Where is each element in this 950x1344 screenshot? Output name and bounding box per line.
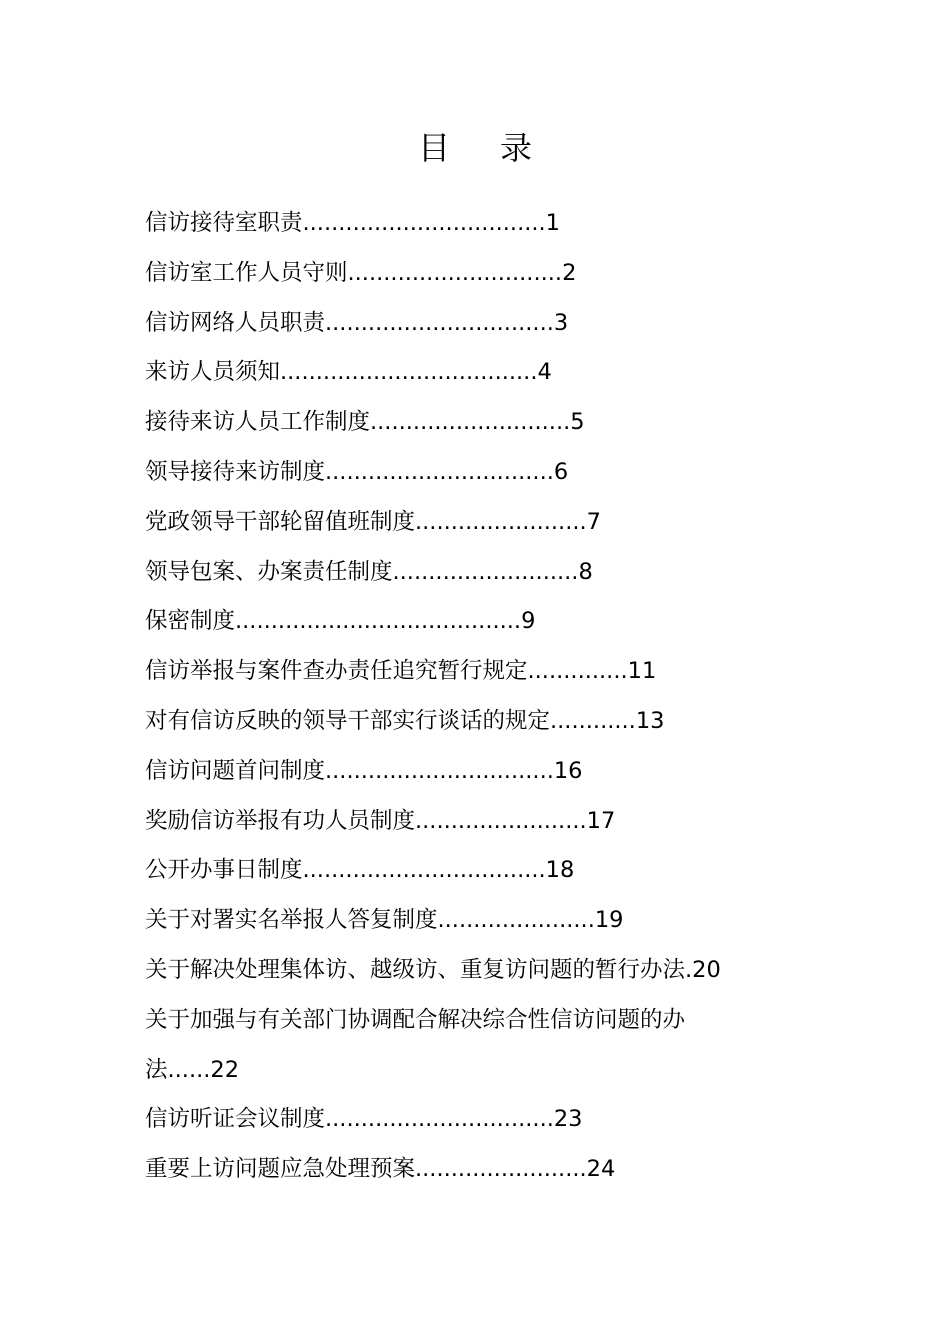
page-title <box>0 124 950 172</box>
toc-entry[interactable]: 关于对署实名举报人答复制度......................19 <box>145 907 624 934</box>
toc-entry[interactable]: 领导包案、办案责任制度..........................8 <box>145 558 593 585</box>
toc-entry[interactable]: 来访人员须知....................................4 <box>145 359 552 386</box>
toc-entry[interactable]: 公开办事日制度..................................18 <box>145 857 575 884</box>
title-char-2: 录 <box>500 129 533 167</box>
toc-entry[interactable]: 保密制度........................................9 <box>145 608 536 635</box>
toc-entry[interactable]: 党政领导干部轮留值班制度........................7 <box>145 508 601 535</box>
toc-entry[interactable]: 接待来访人员工作制度............................5 <box>145 409 585 436</box>
title-char-1: 目 <box>417 129 450 167</box>
toc-entry[interactable]: 信访听证会议制度................................23 <box>145 1106 583 1133</box>
toc-entry[interactable]: 信访网络人员职责................................3 <box>145 309 569 336</box>
toc-entry[interactable]: 对有信访反映的领导干部实行谈话的规定............13 <box>145 707 665 734</box>
toc-entry[interactable]: 领导接待来访制度................................6 <box>145 458 569 485</box>
toc-entry[interactable]: 法......22 <box>145 1056 240 1083</box>
toc-entry[interactable]: 奖励信访举报有功人员制度........................17 <box>145 807 616 834</box>
toc-entry[interactable]: 关于解决处理集体访、越级访、重复访问题的暂行办法.20 <box>145 956 721 983</box>
toc-entry[interactable]: 信访室工作人员守则..............................2 <box>145 259 577 286</box>
toc-entry[interactable]: 关于加强与有关部门协调配合解决综合性信访问题的办 <box>145 1006 686 1033</box>
toc-entry[interactable]: 重要上访问题应急处理预案........................24 <box>145 1156 616 1183</box>
table-of-contents <box>145 199 845 1195</box>
toc-entry[interactable]: 信访问题首问制度................................16 <box>145 757 583 784</box>
toc-entry[interactable]: 信访举报与案件查办责任追究暂行规定..............11 <box>145 658 657 685</box>
toc-entry[interactable]: 信访接待室职责..................................1 <box>145 210 560 236</box>
